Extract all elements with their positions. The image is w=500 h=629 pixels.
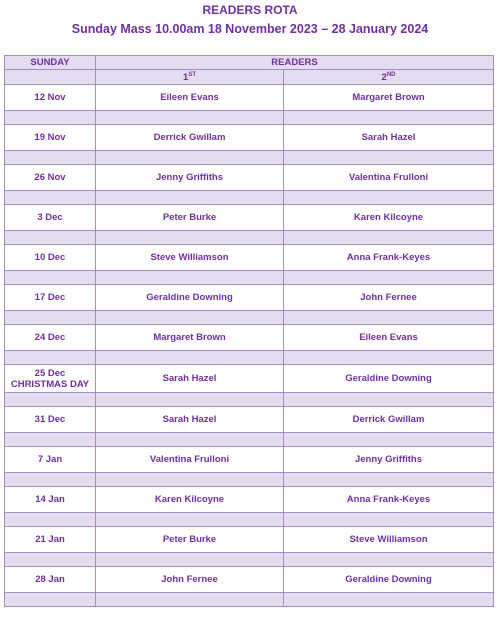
spacer-cell: [284, 351, 494, 365]
table-row: [5, 567, 494, 593]
date-text: 10 Dec: [34, 252, 66, 263]
spacer-cell: [5, 593, 96, 607]
spacer-cell: [5, 393, 96, 407]
spacer-row: [5, 231, 494, 245]
spacer-row: [5, 271, 494, 285]
date-text: 25 Dec: [34, 367, 66, 379]
sunday-date: [5, 85, 96, 111]
first-reader: Sarah Hazel: [96, 407, 284, 433]
sunday-date: [5, 325, 96, 351]
spacer-cell: [5, 473, 96, 487]
sunday-date: [5, 447, 96, 473]
spacer-cell: [96, 111, 284, 125]
spacer-row: [5, 393, 494, 407]
first-reader: Valentina Frulloni: [96, 447, 284, 473]
spacer-row: [5, 553, 494, 567]
spacer-cell: [284, 111, 494, 125]
date-text: 12 Nov: [34, 92, 66, 103]
spacer-cell: [96, 593, 284, 607]
spacer-cell: [284, 311, 494, 325]
sunday-date: [5, 165, 96, 191]
spacer-row: [5, 433, 494, 447]
table-row: [5, 85, 494, 111]
sunday-date: [5, 285, 96, 311]
sunday-date: [5, 365, 96, 393]
date-text: 3 Dec: [37, 212, 63, 223]
header-sunday: SUNDAY: [5, 56, 96, 70]
spacer-cell: [5, 151, 96, 165]
date-text: 17 Dec: [34, 292, 66, 303]
spacer-row: [5, 311, 494, 325]
second-reader: Sarah Hazel: [284, 125, 494, 151]
sunday-date: [5, 245, 96, 271]
first-reader-num: 1: [183, 71, 189, 83]
second-reader-sup: ND: [386, 71, 396, 78]
table-row: [5, 325, 494, 351]
page-title: READERS ROTA: [202, 3, 298, 17]
readers-rota-table: [4, 55, 494, 607]
spacer-cell: [284, 513, 494, 527]
spacer-row: [5, 191, 494, 205]
sunday-date: [5, 205, 96, 231]
second-reader: Jenny Griffiths: [284, 447, 494, 473]
title-block: [0, 0, 500, 38]
table-row: [5, 487, 494, 513]
first-reader: Margaret Brown: [96, 325, 284, 351]
table-row: [5, 447, 494, 473]
second-reader: Eileen Evans: [284, 325, 494, 351]
spacer-cell: [284, 151, 494, 165]
first-reader: Steve Williamson: [96, 245, 284, 271]
spacer-cell: [96, 433, 284, 447]
date-text: 19 Nov: [34, 132, 66, 143]
spacer-cell: [96, 231, 284, 245]
spacer-cell: [284, 473, 494, 487]
first-reader: Eileen Evans: [96, 85, 284, 111]
sunday-date: [5, 527, 96, 553]
spacer-cell: [5, 231, 96, 245]
first-reader: Jenny Griffiths: [96, 165, 284, 191]
first-reader-sup: ST: [188, 71, 196, 78]
spacer-row: [5, 473, 494, 487]
table-row: [5, 285, 494, 311]
spacer-cell: [284, 433, 494, 447]
subheader-row: [5, 70, 494, 85]
first-reader: Sarah Hazel: [96, 365, 284, 393]
spacer-cell: [5, 191, 96, 205]
spacer-cell: [96, 553, 284, 567]
sunday-date: [5, 407, 96, 433]
table-row: [5, 165, 494, 191]
first-reader: Peter Burke: [96, 527, 284, 553]
second-reader: John Fernee: [284, 285, 494, 311]
first-reader: Karen Kilcoyne: [96, 487, 284, 513]
second-reader: Valentina Frulloni: [284, 165, 494, 191]
second-reader: Derrick Gwillam: [284, 407, 494, 433]
spacer-cell: [5, 433, 96, 447]
spacer-cell: [5, 311, 96, 325]
second-reader: Steve Williamson: [284, 527, 494, 553]
spacer-cell: [284, 393, 494, 407]
spacer-cell: [284, 231, 494, 245]
header-readers: READERS: [96, 56, 494, 70]
spacer-cell: [96, 271, 284, 285]
date-note: CHRISTMAS DAY: [10, 378, 90, 390]
second-reader: Karen Kilcoyne: [284, 205, 494, 231]
table-row: [5, 245, 494, 271]
second-reader: Anna Frank-Keyes: [284, 487, 494, 513]
spacer-row: [5, 593, 494, 607]
spacer-cell: [284, 271, 494, 285]
spacer-row: [5, 151, 494, 165]
spacer-cell: [96, 473, 284, 487]
sunday-date: [5, 487, 96, 513]
subheader-first: [96, 70, 284, 85]
date-text: 31 Dec: [34, 414, 66, 425]
table-row: [5, 527, 494, 553]
spacer-cell: [96, 151, 284, 165]
first-reader: Derrick Gwillam: [96, 125, 284, 151]
spacer-cell: [96, 351, 284, 365]
table-row: [5, 205, 494, 231]
spacer-cell: [5, 513, 96, 527]
spacer-cell: [96, 393, 284, 407]
spacer-row: [5, 111, 494, 125]
spacer-row: [5, 513, 494, 527]
first-reader: Peter Burke: [96, 205, 284, 231]
subheader-empty: [5, 70, 96, 85]
table-row: [5, 125, 494, 151]
subheader-second: [284, 70, 494, 85]
spacer-cell: [284, 593, 494, 607]
rota-body: [5, 56, 494, 607]
header-row: [5, 56, 494, 70]
second-reader: Geraldine Downing: [284, 567, 494, 593]
spacer-cell: [96, 311, 284, 325]
spacer-cell: [96, 191, 284, 205]
second-reader-num: 2: [381, 71, 387, 83]
spacer-cell: [5, 111, 96, 125]
spacer-cell: [284, 553, 494, 567]
date-text: 14 Jan: [35, 494, 65, 505]
second-reader: Anna Frank-Keyes: [284, 245, 494, 271]
page-subtitle: Sunday Mass 10.00am 18 November 2023 – 28 January 2024: [71, 22, 429, 36]
date-text: 24 Dec: [34, 332, 66, 343]
date-text: 26 Nov: [34, 172, 66, 183]
date-text: 28 Jan: [35, 574, 65, 585]
first-reader: John Fernee: [96, 567, 284, 593]
table-row: [5, 407, 494, 433]
second-reader: Margaret Brown: [284, 85, 494, 111]
sunday-date: [5, 567, 96, 593]
spacer-cell: [5, 271, 96, 285]
spacer-cell: [284, 191, 494, 205]
sunday-date: [5, 125, 96, 151]
spacer-row: [5, 351, 494, 365]
date-text: 7 Jan: [37, 454, 63, 465]
spacer-cell: [5, 553, 96, 567]
spacer-cell: [96, 513, 284, 527]
table-row: [5, 365, 494, 393]
spacer-cell: [5, 351, 96, 365]
second-reader: Geraldine Downing: [284, 365, 494, 393]
first-reader: Geraldine Downing: [96, 285, 284, 311]
date-text: 21 Jan: [35, 534, 65, 545]
